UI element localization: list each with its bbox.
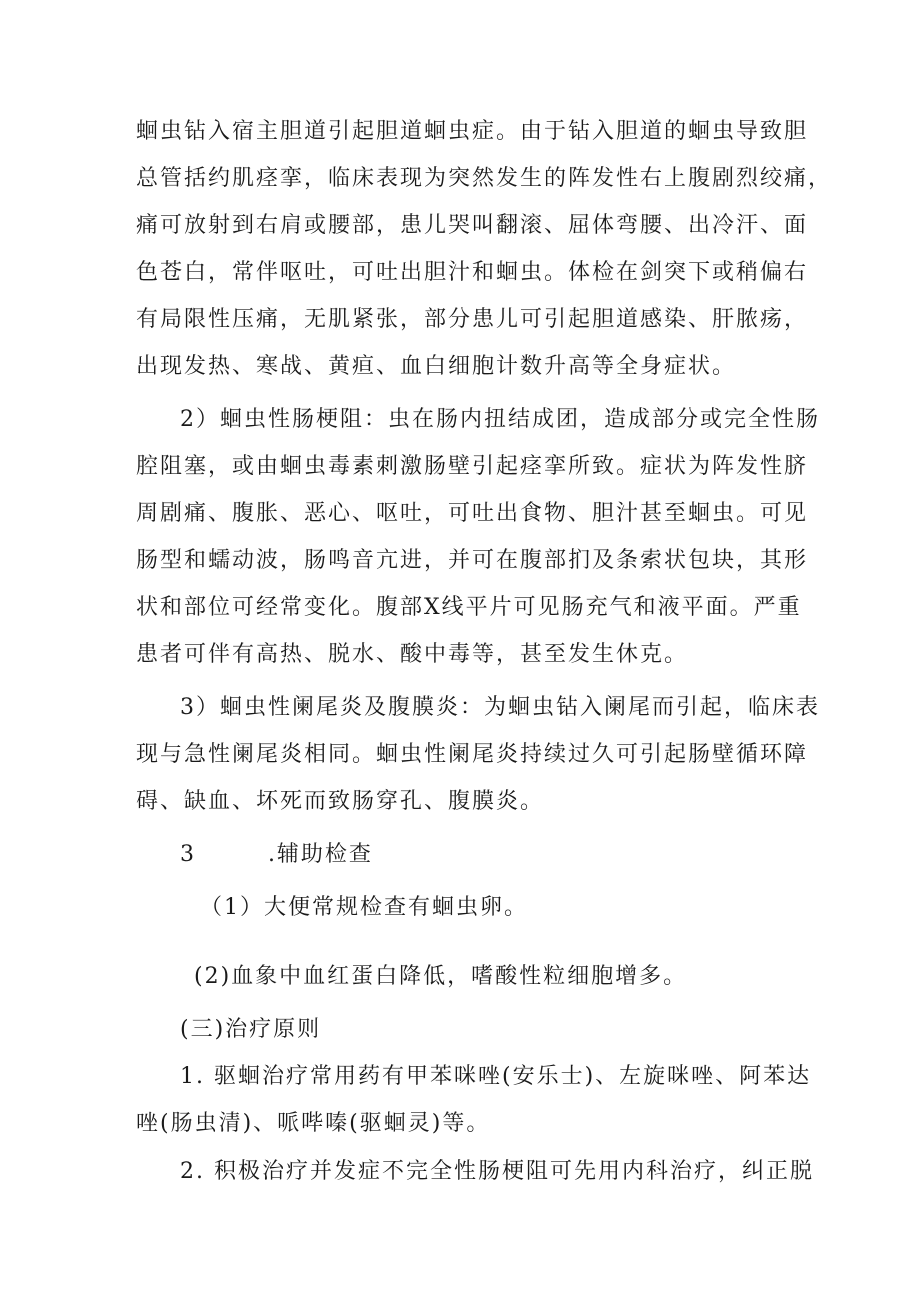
- exam-item-2: (2)血象中血红蛋白降低，嗜酸性粒细胞增多。: [194, 964, 688, 989]
- treatment-1-line-1: 1. 驱蛔治疗常用药有甲苯咪唑(安乐士)、左旋咪唑、阿苯达: [180, 1064, 812, 1089]
- paragraph-3-line-1: 3）蛔虫性阑尾炎及腹膜炎：为蛔虫钻入阑尾而引起，临床表: [180, 695, 820, 720]
- paragraph-1-line-3: 痛可放射到右肩或腰部，患儿哭叫翻滚、屈体弯腰、出冷汗、面: [136, 213, 809, 238]
- paragraph-2-line-2: 腔阻塞，或由蛔虫毒素刺激肠壁引起痉挛所致。症状为阵发性脐: [136, 454, 809, 479]
- paragraph-3-line-2: 现与急性阑尾炎相同。蛔虫性阑尾炎持续过久可引起肠壁循环障: [136, 742, 809, 767]
- paragraph-1-line-5: 有局限性压痛，无肌紧张，部分患儿可引起胆道感染、肝脓疡，: [136, 307, 809, 332]
- paragraph-1-line-1: 蛔虫钻入宿主胆道引起胆道蛔虫症。由于钻入胆道的蛔虫导致胆: [136, 119, 809, 144]
- exam-item-1: （1）大便常规检查有蛔虫卵。: [200, 895, 528, 920]
- treatment-2-line-1: 2. 积极治疗并发症不完全性肠梗阻可先用内科治疗，纠正脱: [180, 1159, 814, 1184]
- paragraph-2-line-1: 2）蛔虫性肠梗阻：虫在肠内扭结成团，造成部分或完全性肠: [180, 407, 820, 432]
- paragraph-2-line-6: 患者可伴有高热、脱水、酸中毒等，甚至发生休克。: [136, 642, 689, 667]
- paragraph-1-line-6: 出现发热、寒战、黄疸、血白细胞计数升高等全身症状。: [136, 354, 737, 379]
- paragraph-2-line-3: 周剧痛、腹胀、恶心、呕吐，可吐出食物、胆汁甚至蛔虫。可见: [136, 501, 809, 526]
- paragraph-2-line-5: 状和部位可经常变化。腹部X线平片可见肠充气和液平面。严重: [136, 595, 802, 620]
- section-heading-auxiliary-exam: 3 .辅助检查: [180, 842, 373, 867]
- paragraph-1-line-2: 总管括约肌痉挛，临床表现为突然发生的阵发性右上腹剧烈绞痛，: [136, 166, 833, 191]
- section-heading-treatment: (三)治疗原则: [180, 1017, 322, 1042]
- paragraph-2-line-4: 肠型和蠕动波，肠鸣音亢进，并可在腹部扪及条索状包块，其形: [136, 548, 809, 573]
- paragraph-3-line-3: 碍、缺血、坏死而致肠穿孔、腹膜炎。: [136, 789, 545, 814]
- paragraph-1-line-4: 色苍白，常伴呕吐，可吐出胆汁和蛔虫。体检在剑突下或稍偏右: [136, 260, 809, 285]
- treatment-1-line-2: 唑(肠虫清)、哌哔嗪(驱蛔灵)等。: [136, 1111, 491, 1136]
